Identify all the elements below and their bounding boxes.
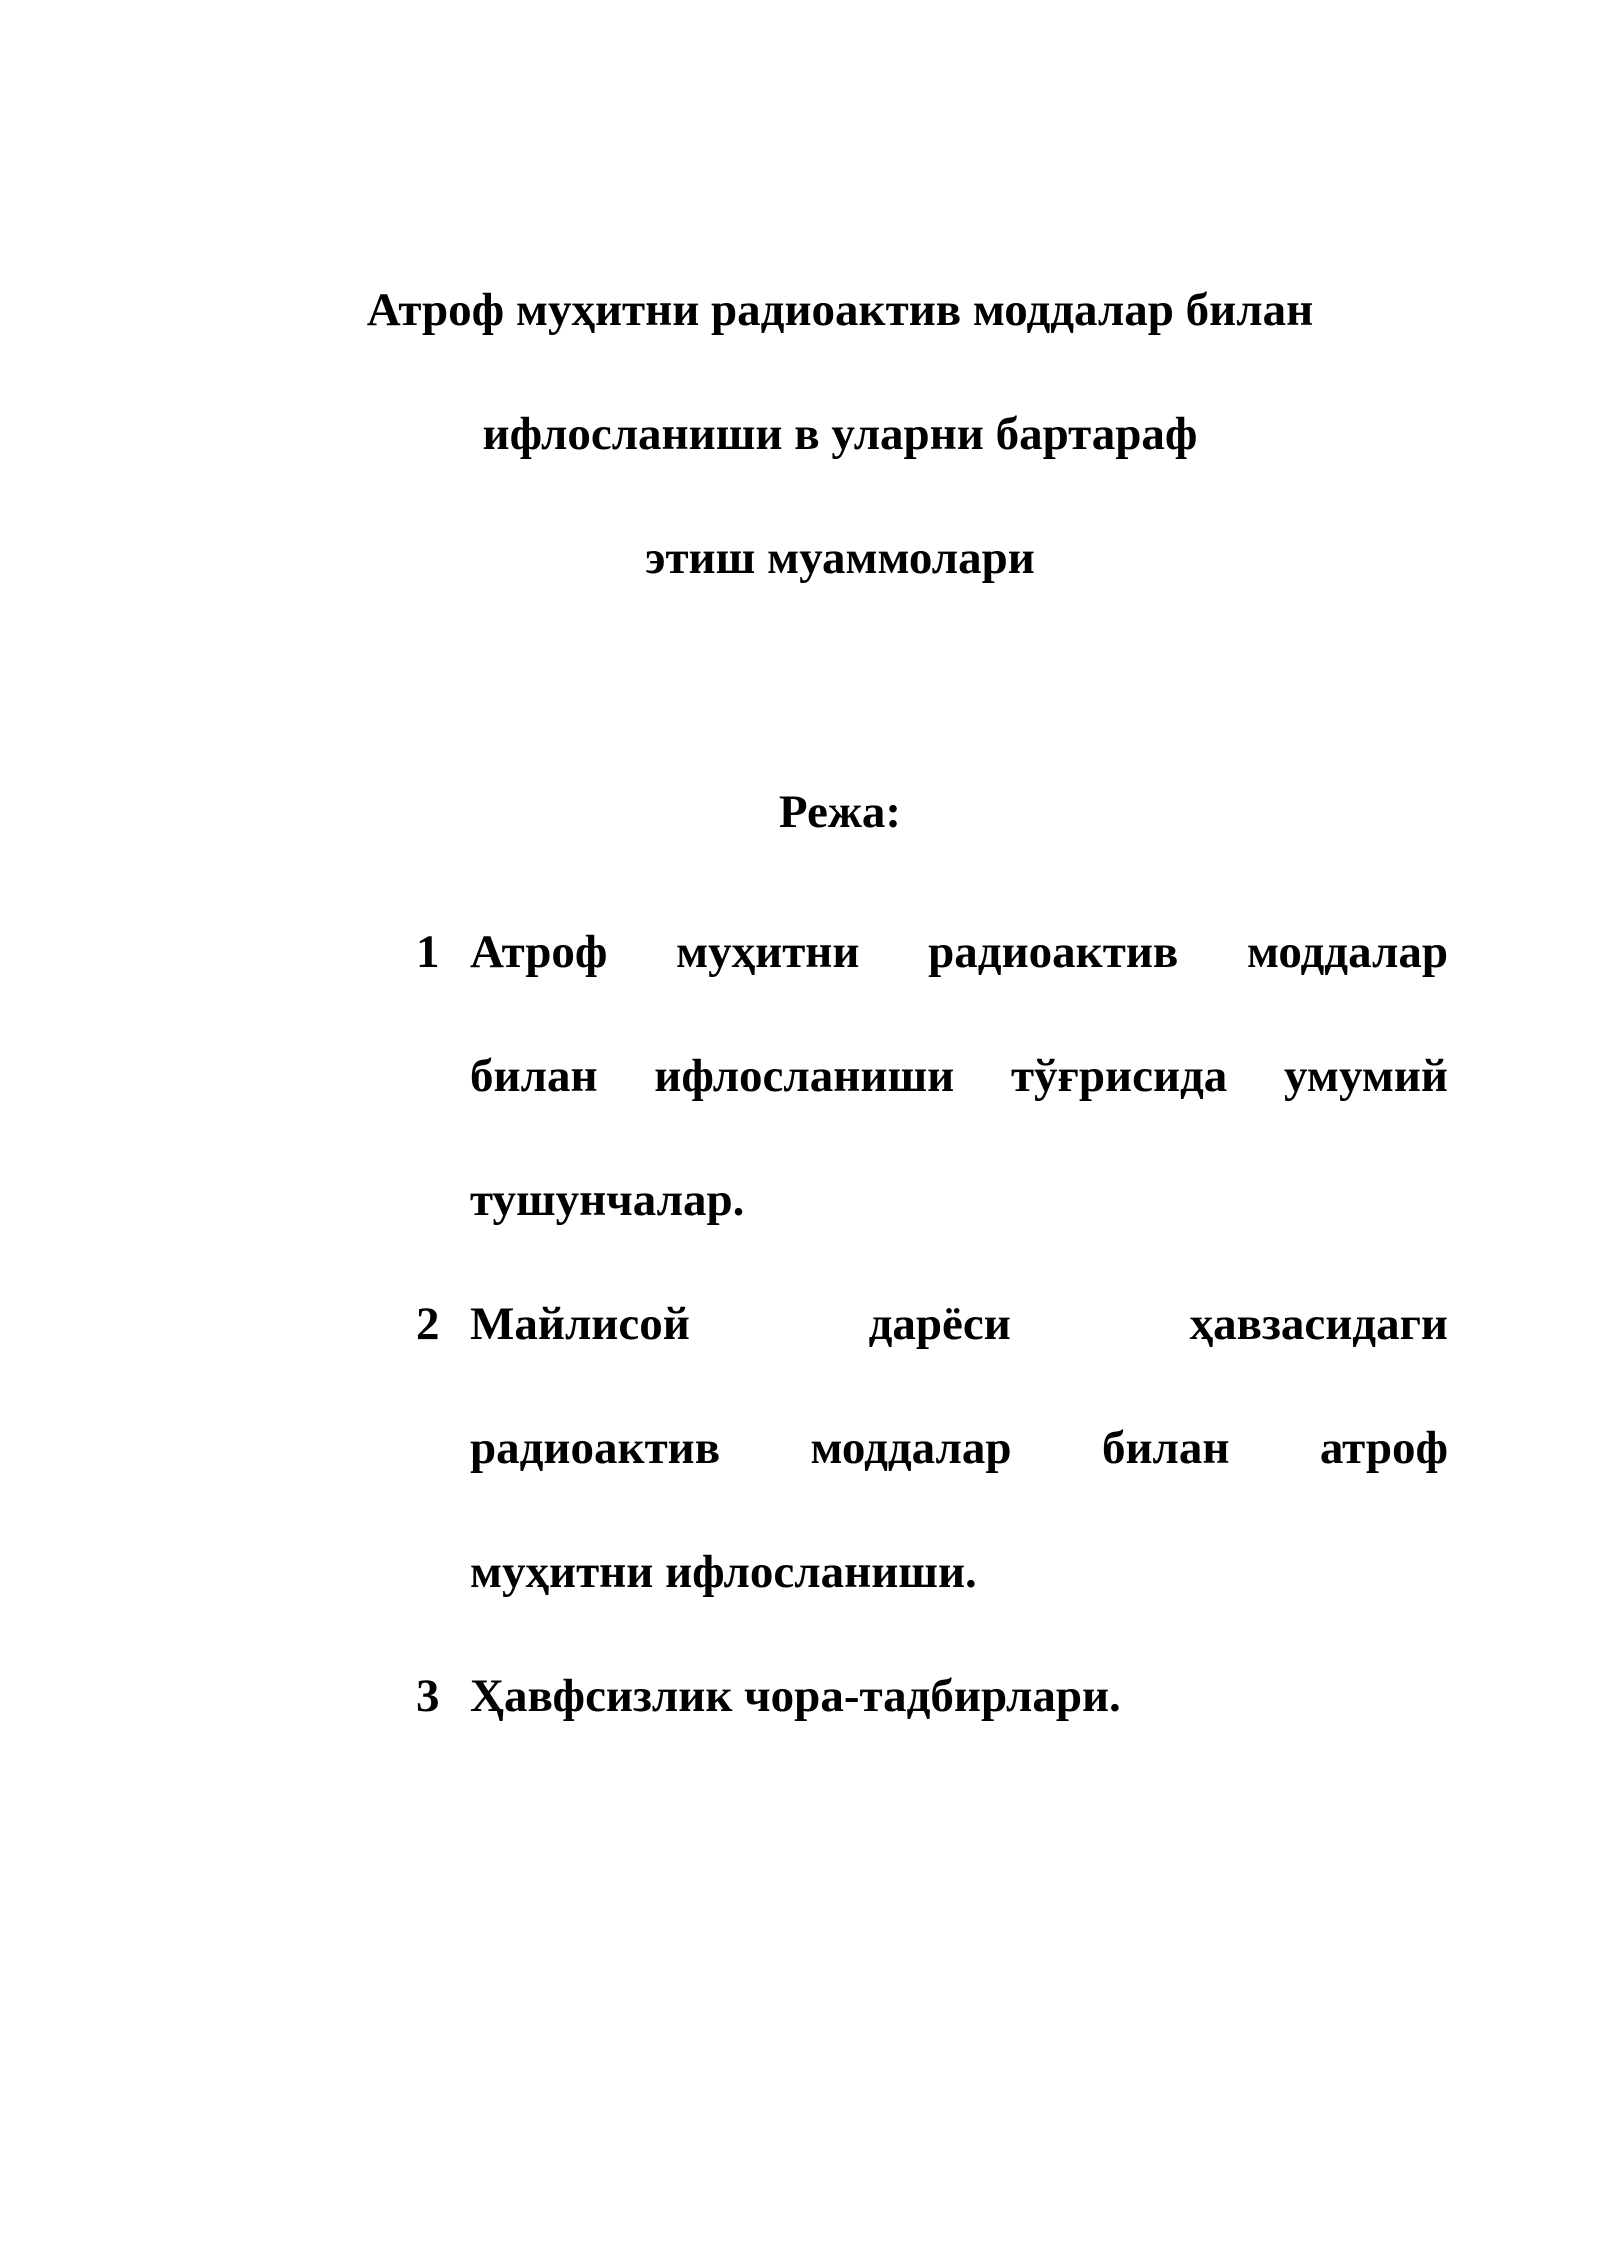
title-line: Атроф муҳитни радиоактив моддалар билан [366,284,1314,336]
plan-list [416,890,1448,1758]
plan-item [416,890,1448,1262]
plan-item-number: 3 [416,1670,440,1722]
plan-item-line: Атроф муҳитни радиоактив моддалар [470,926,1448,978]
plan-item-line: тушунчалар. [470,1174,745,1226]
plan-item-text [470,890,1448,1262]
plan-item-line: Майлисой дарёси ҳавзасидаги [470,1298,1448,1350]
plan-item-number: 1 [416,926,440,978]
plan-item [416,1634,1448,1758]
plan-item-line: радиоактив моддалар билан атроф [470,1422,1448,1474]
document-title [0,270,1600,642]
plan-item-text [470,1262,1448,1634]
plan-item-line: Ҳавфсизлик чора-тадбирлари. [470,1670,1121,1722]
plan-item-line: муҳитни ифлосланиши. [470,1546,977,1598]
plan-item-number: 2 [416,1298,440,1350]
plan-item-text [470,1634,1448,1758]
plan-heading: Режа: [778,786,902,838]
title-line: этиш муаммолари [645,532,1035,584]
title-line: ифлосланиши в уларни бартараф [482,408,1198,460]
plan-item [416,1262,1448,1634]
plan-item-line: билан ифлосланиши тўғрисида умумий [470,1050,1448,1102]
